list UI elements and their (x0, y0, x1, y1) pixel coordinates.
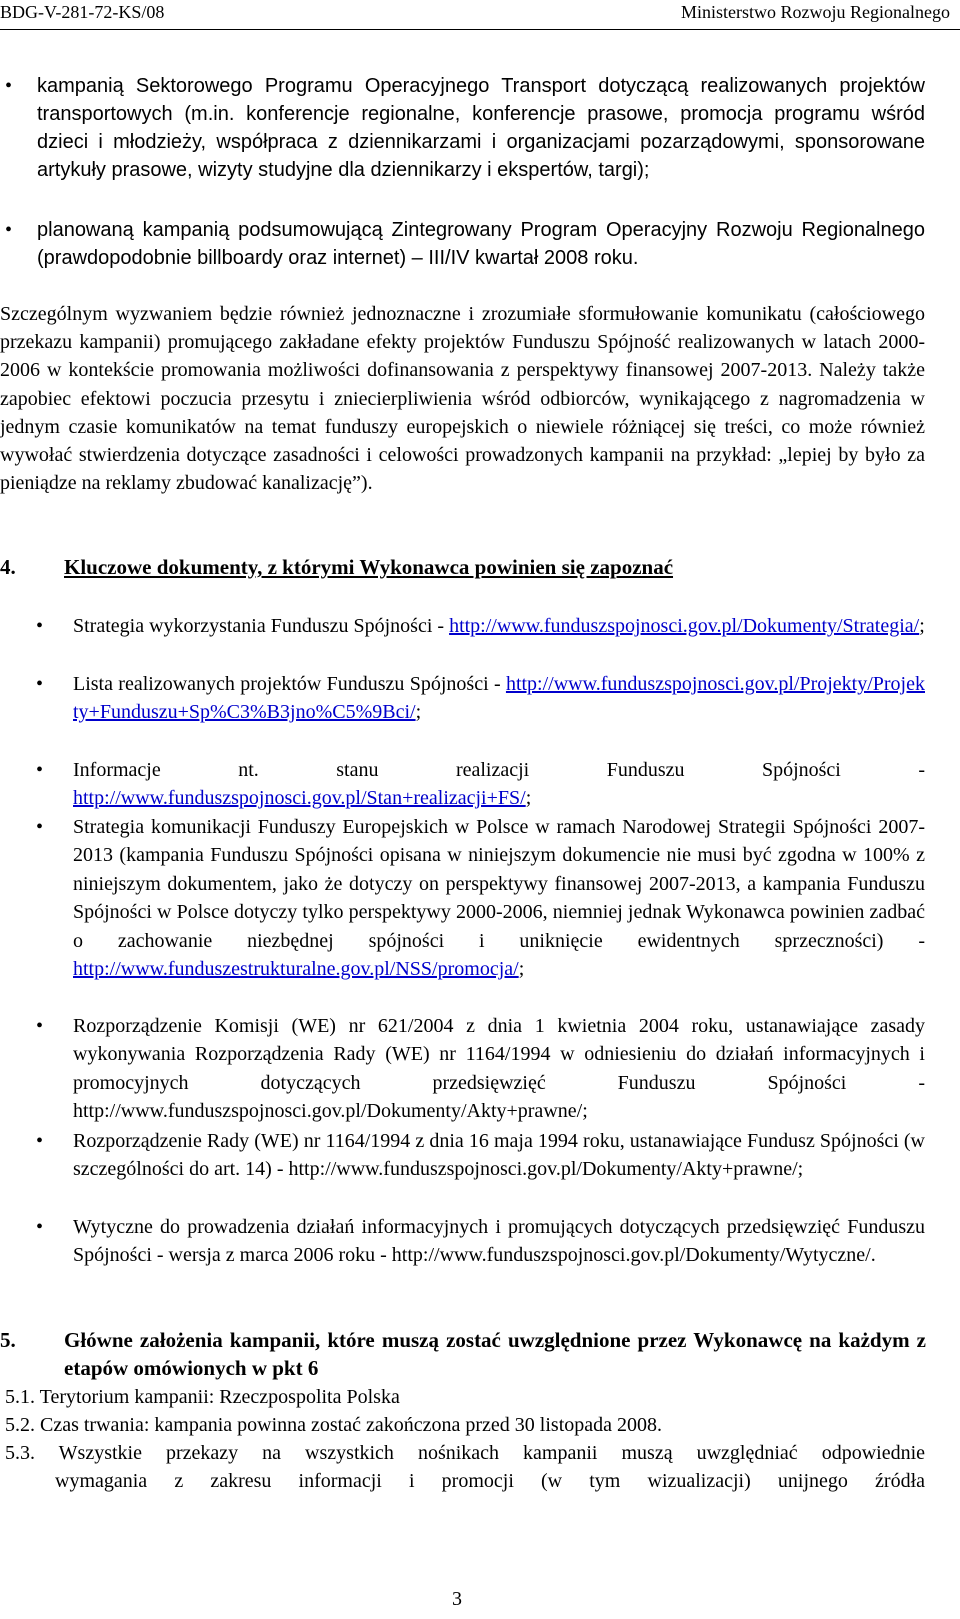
page-number: 3 (452, 1588, 462, 1610)
section-4-title: Kluczowe dokumenty, z którymi Wykonawca powinien się zapoznać (64, 555, 674, 579)
bullet-icon: • (36, 1130, 44, 1152)
document-item-text: Strategia wykorzystania Funduszu Spójności - (73, 615, 450, 637)
subsection-item: 5.3. Wszystkie przekazy na wszystkich nośnikach kampanii muszą uwzględniać odpowiednie (5, 1442, 925, 1464)
bullet-icon: • (5, 75, 13, 97)
document-item-tail: ; (525, 787, 532, 810)
document-item-tail: ; (415, 701, 422, 724)
bullet-icon: • (36, 759, 44, 781)
bullet-icon: • (36, 1216, 44, 1238)
bullet-icon: • (36, 1015, 44, 1037)
subsection-item: 5.1. Terytorium kampanii: Rzeczpospolita Polska (5, 1386, 400, 1408)
header-document-id: BDG-V-281-72-KS/08 (0, 2, 165, 22)
subsection-item: 5.2. Czas trwania: kampania powinna zostać zakończona przed 30 listopada 2008. (5, 1414, 663, 1436)
document-list-item (73, 756, 925, 813)
bullet-icon: • (5, 219, 13, 241)
document-item-tail: ; (919, 615, 925, 637)
document-link[interactable]: http://www.funduszestrukturalne.gov.pl/NSS/promocja/ (73, 958, 519, 981)
intro-bullet-item: kampanią Sektorowego Programu Operacyjnego Transport dotyczącą realizowanych projektów transportowych (m.in. konferencje regionalne, konferencje prasowe, promocja programu wśród dzieci i młodzieży, współpraca z dziennikarzami i organizacjami pozarządowymi, sponsorowane artykuły prasowe, wizyty studyjne dla dziennikarzy i ekspertów, targi); (37, 75, 925, 181)
section-5-number: 5. (0, 1328, 16, 1352)
intro-bullet-item: planowaną kampanią podsumowującą Zintegrowany Program Operacyjny Rozwoju Regionalnego (prawdopodobnie billboardy oraz internet) – III/IV kwartał 2008 roku. (37, 219, 925, 269)
body-paragraph: Szczególnym wyzwaniem będzie również jednoznaczne i zrozumiałe sformułowanie komunikatu (całościowego przekazu kampanii) promującego zakładane efekty projektów Funduszu Spójność realizowanych w latach 2000-2006 w kontekście promowania możliwości dofinansowania z perspektywy finansowej 2007-2013. Należy także zapobiec efektowi poczucia przesytu i zniecierpliwienia wśród odbiorców, wynikającego z nagromadzenia w jednym czasie komunikatów na temat funduszy europejskich o niewiele różniącej się treści, co może również wywołać stwierdzenia dotyczące zasadności i celowości prowadzonych kampanii na przykład: „lepiej by było za pieniądze na reklamy zbudować kanalizację”). (0, 303, 925, 495)
section-5-title: Główne założenia kampanii, które muszą zostać uwzględnione przez Wykonawcę na każdym z etapów omówionych w pkt 6 (64, 1328, 926, 1380)
document-list-item (73, 612, 925, 640)
document-list-item: Rozporządzenie Komisji (WE) nr 621/2004 z dnia 1 kwietnia 2004 roku, ustanawiające zasady wykonywania Rozporządzenia Rady (WE) nr 1164/1994 w odniesieniu do działań informacyjnych i promocyjnych dotyczących przedsięwzięć Funduszu Spójności - http://www.funduszspojnosci.gov.pl/Dokumenty/Akty+prawne/; (73, 1015, 925, 1123)
document-link[interactable]: http://www.funduszspojnosci.gov.pl/Projekty/Projekty+Funduszu+Sp%C3%B3jno%C5%9Bci/ (73, 673, 925, 724)
header-rule (0, 29, 960, 30)
document-list-item (73, 813, 925, 983)
document-item-text: Strategia komunikacji Funduszy Europejskich w Polsce w ramach Narodowej Strategii Spójności 2007-2013 (kampania Funduszu Spójności opisana w niniejszym dokumencie nie musi być zgodna w 100% z niniejszym dokumentem, jako że dotyczy on perspektywy finansowej 2007-2013, a kampania Funduszu Spójności w Polsce dotyczy tylko perspektywy 2000-2006, niemniej jednak Wykonawca powinien zadbać o zachowanie niezbędnej spójności i uniknięcie ewidentnych sprzeczności) - (73, 816, 925, 952)
document-list-item (73, 670, 925, 727)
bullet-icon: • (36, 816, 44, 838)
document-item-tail: ; (518, 958, 525, 981)
bullet-icon: • (36, 673, 44, 695)
section-4-number: 4. (0, 555, 16, 579)
document-list-item: Wytyczne do prowadzenia działań informacyjnych i promujących dotyczących przedsięwzięć Funduszu Spójności - wersja z marca 2006 roku - http://www.funduszspojnosci.gov.pl/Dokumenty/Wytyczne/. (73, 1216, 925, 1267)
document-link[interactable]: http://www.funduszspojnosci.gov.pl/Stan+realizacji+FS/ (73, 787, 526, 810)
document-item-text: Lista realizowanych projektów Funduszu Spójności - (73, 673, 506, 695)
document-list-item: Rozporządzenie Rady (WE) nr 1164/1994 z dnia 16 maja 1994 roku, ustanawiające Fundusz Spójności (w szczególności do art. 14) - http://www.funduszspojnosci.gov.pl/Dokumenty/Akty+prawne/; (73, 1130, 925, 1181)
subsection-item-continuation: wymagania z zakresu informacji i promocji (w tym wizualizacji) unijnego źródła (55, 1470, 925, 1492)
bullet-icon: • (36, 615, 44, 637)
document-link[interactable]: http://www.funduszspojnosci.gov.pl/Dokumenty/Strategia/ (449, 615, 920, 637)
document-item-text: Informacje nt. stanu realizacji Funduszu Spójności - (73, 759, 925, 781)
header-ministry: Ministerstwo Rozwoju Regionalnego (681, 2, 950, 22)
